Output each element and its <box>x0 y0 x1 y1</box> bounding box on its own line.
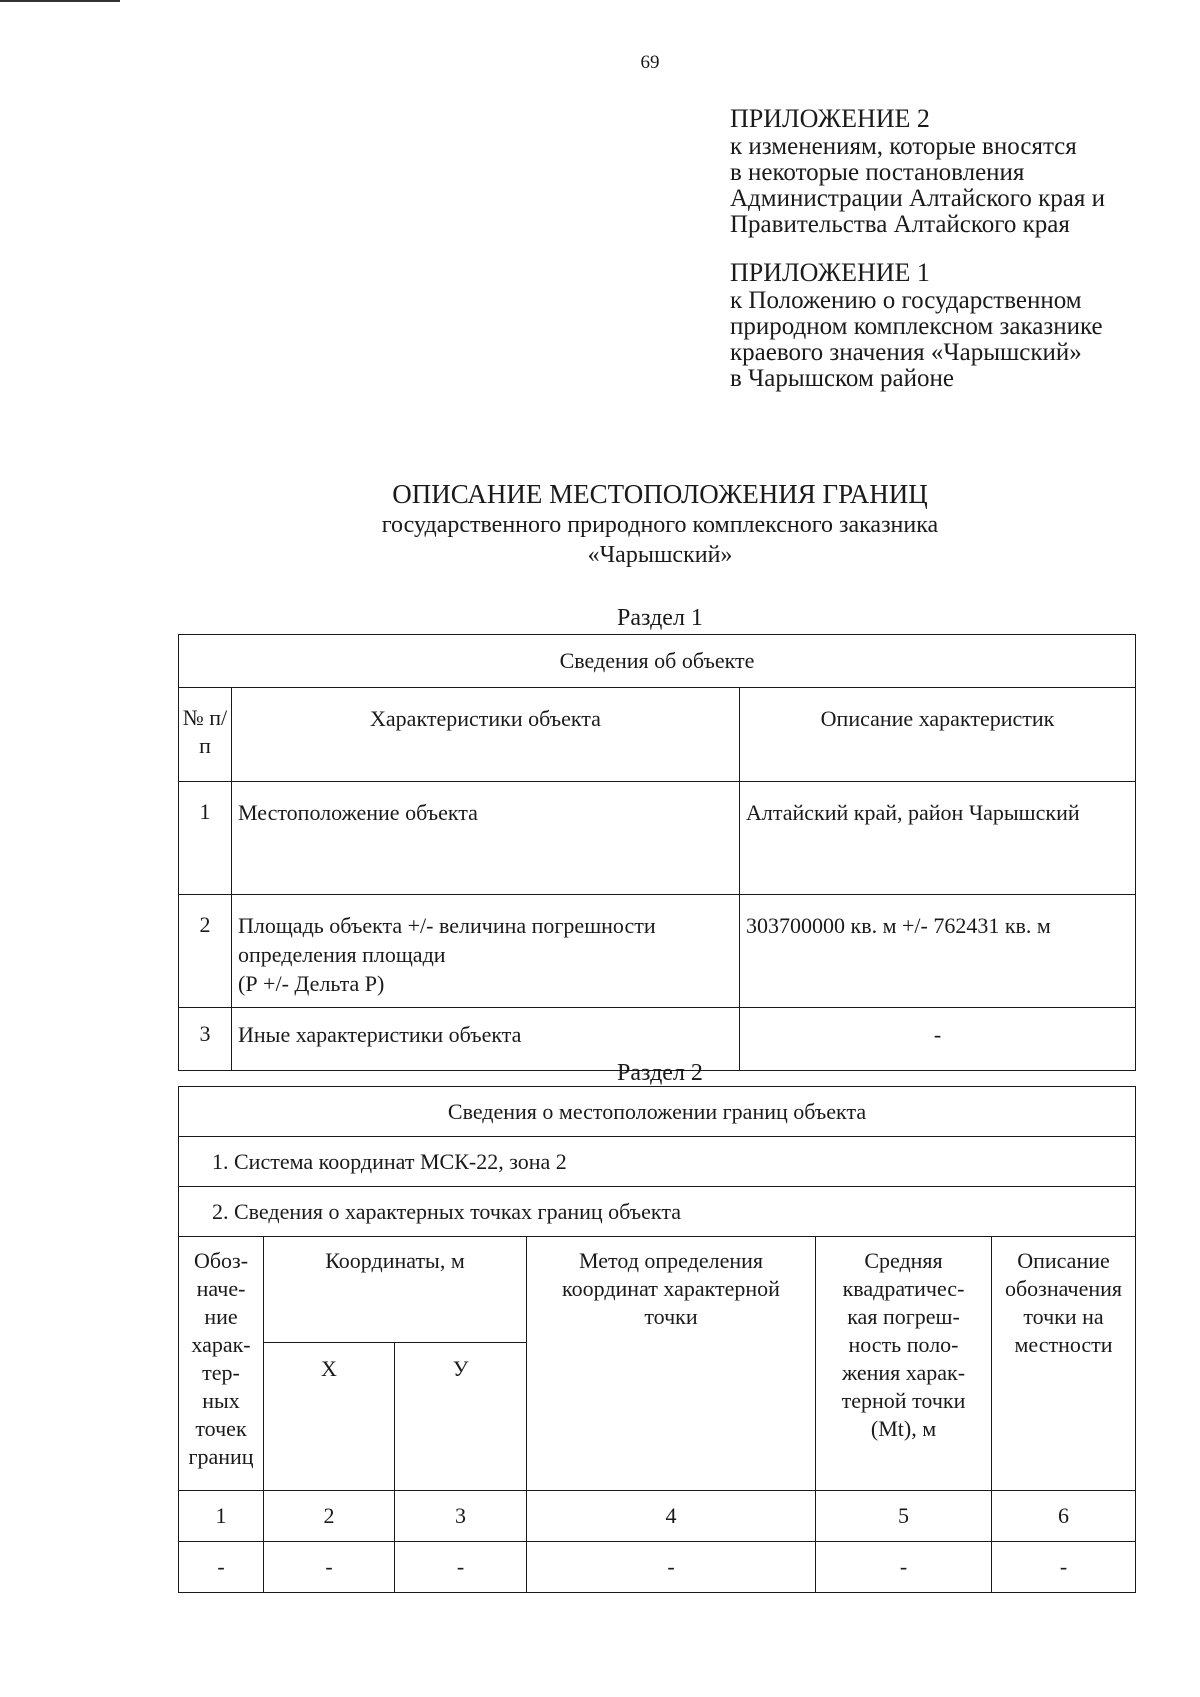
header-line: Средняя <box>864 1248 943 1273</box>
header-line: харак- <box>191 1332 251 1357</box>
section-1-label: Раздел 1 <box>617 605 703 631</box>
header-line: терной точки <box>841 1388 966 1413</box>
boundary-points-table <box>178 1086 1136 1593</box>
scan-corner-mark <box>0 0 120 2</box>
table-row <box>179 1542 1136 1593</box>
header-line: точек <box>195 1416 247 1441</box>
table-row <box>179 782 1136 895</box>
header-line: границ <box>188 1444 254 1469</box>
header-line: точки на <box>1023 1304 1104 1329</box>
header-line: квадратичес- <box>842 1276 965 1301</box>
header-line: кая погреш- <box>847 1304 960 1329</box>
row-characteristic: Местоположение объекта <box>232 782 740 895</box>
coordinate-system: 1. Система координат МСК-22, зона 2 <box>179 1137 1136 1187</box>
row-description: 303700000 кв. м +/- 762431 кв. м <box>740 895 1136 1008</box>
cell-value: - <box>264 1542 395 1593</box>
header-designation <box>179 1237 264 1491</box>
appendix-1-line: к Положению о государственном <box>730 287 1082 314</box>
header-line: ние <box>204 1304 238 1329</box>
column-numbers-row <box>179 1491 1136 1542</box>
object-info-table <box>178 634 1136 1071</box>
points-title: 2. Сведения о характерных точках границ объекта <box>179 1187 1136 1237</box>
column-header-num: № п/п <box>179 688 232 782</box>
appendix-1-title: ПРИЛОЖЕНИЕ 1 <box>730 258 930 287</box>
appendix-2-line: к изменениям, которые вносятся <box>730 133 1077 160</box>
cell-value: - <box>816 1542 992 1593</box>
appendix-1-line: природном комплексном заказнике <box>730 313 1103 340</box>
header-line: ных <box>202 1388 240 1413</box>
document-subtitle: государственного природного комплексного заказника <box>381 512 939 538</box>
section-2-label: Раздел 2 <box>617 1060 703 1086</box>
header-line: местности <box>1014 1332 1113 1357</box>
column-header-description: Описание характеристик <box>740 688 1136 782</box>
document-title: ОПИСАНИЕ МЕСТОПОЛОЖЕНИЯ ГРАНИЦ <box>392 479 928 509</box>
appendix-2-line: в некоторые постановления <box>730 159 1025 186</box>
header-line: ность поло- <box>848 1332 959 1357</box>
header-line: жения харак- <box>841 1360 966 1385</box>
object-info-title: Сведения об объекте <box>179 635 1136 688</box>
row-num: 1 <box>179 782 232 895</box>
header-description <box>992 1237 1136 1491</box>
header-line: Обоз- <box>193 1248 249 1273</box>
row-num: 2 <box>179 895 232 1008</box>
header-line: тер- <box>202 1360 240 1385</box>
header-method <box>527 1237 816 1491</box>
table-row <box>179 895 1136 1008</box>
column-number: 3 <box>395 1491 527 1542</box>
header-x: Х <box>264 1343 395 1491</box>
cell-value: - <box>992 1542 1136 1593</box>
column-number: 2 <box>264 1491 395 1542</box>
row-description: - <box>740 1008 1136 1071</box>
row-characteristic-line: Площадь объекта +/- величина погрешности <box>238 913 656 938</box>
column-number: 5 <box>816 1491 992 1542</box>
column-number: 6 <box>992 1491 1136 1542</box>
cell-value: - <box>527 1542 816 1593</box>
appendix-2-title: ПРИЛОЖЕНИЕ 2 <box>730 104 930 133</box>
row-characteristic <box>232 895 740 1008</box>
header-line: (Mt), м <box>870 1416 937 1441</box>
row-characteristic-line: определения площади <box>238 942 446 967</box>
appendix-2-line: Правительства Алтайского края <box>730 211 1070 238</box>
row-num: 3 <box>179 1008 232 1071</box>
document-heading <box>0 478 1200 570</box>
appendix-1-block <box>730 258 1103 392</box>
header-line: точки <box>644 1304 698 1329</box>
boundary-info-title: Сведения о местоположении границ объекта <box>179 1087 1136 1137</box>
header-line: координат характерной <box>562 1276 780 1301</box>
appendix-1-line: краевого значения «Чарышский» <box>730 339 1082 366</box>
header-error <box>816 1237 992 1491</box>
header-y: У <box>395 1343 527 1491</box>
reserve-name: «Чарышский» <box>587 542 733 568</box>
header-line: обозначения <box>1004 1276 1123 1301</box>
header-line: наче- <box>196 1276 246 1301</box>
page-number: 69 <box>640 52 660 73</box>
header-line: Метод определения <box>578 1248 764 1273</box>
cell-value: - <box>395 1542 527 1593</box>
column-number: 1 <box>179 1491 264 1542</box>
row-characteristic: Иные характеристики объекта <box>232 1008 740 1071</box>
row-characteristic-line: (Р +/- Дельта Р) <box>238 971 385 996</box>
appendix-2-block <box>730 104 1105 238</box>
column-number: 4 <box>527 1491 816 1542</box>
header-line: Описание <box>1017 1248 1110 1273</box>
row-description: Алтайский край, район Чарышский <box>740 782 1136 895</box>
column-header-characteristic: Характеристики объекта <box>232 688 740 782</box>
appendix-1-line: в Чарышском районе <box>730 365 954 392</box>
appendix-2-line: Администрации Алтайского края и <box>730 185 1105 212</box>
header-coordinates: Координаты, м <box>264 1237 527 1343</box>
cell-value: - <box>179 1542 264 1593</box>
